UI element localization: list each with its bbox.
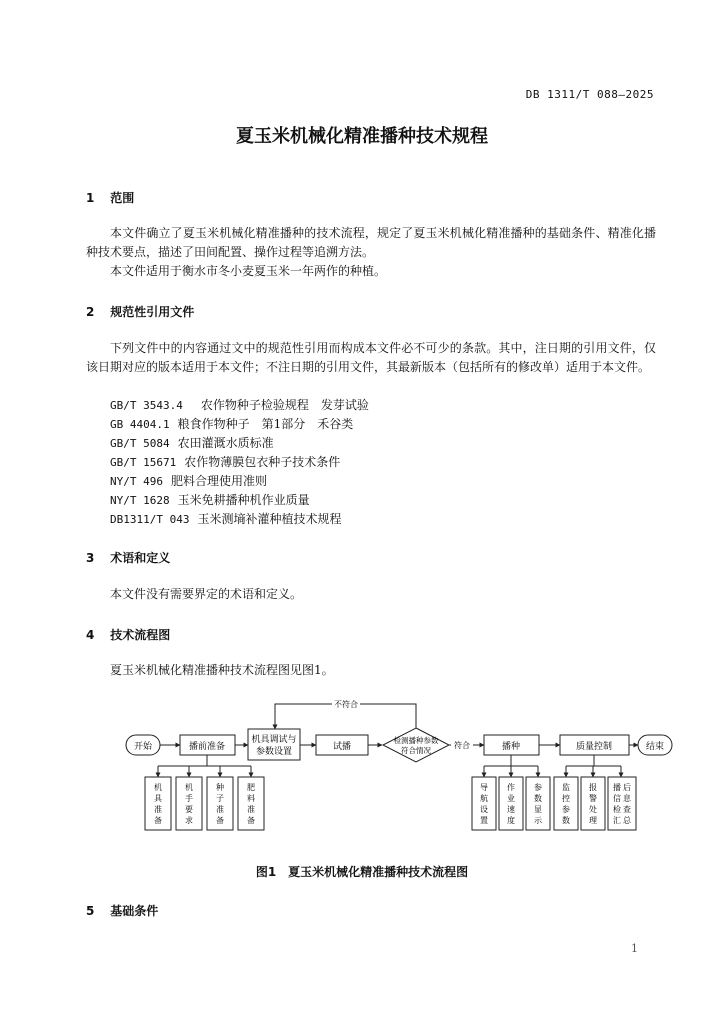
start-label: 开始 [133,742,153,752]
terms-paragraph: 本文件没有需要界定的术语和定义。 [110,587,303,601]
sub-char: 机 [154,783,162,792]
adjust-label-line2: 参数设置 [255,747,293,757]
reject-label: 不符合 [334,700,358,709]
end-label: 结束 [645,742,665,752]
section-heading-3 [86,549,170,566]
check-label-line1: 检测播种参数 [393,736,439,745]
sub-char: 总 [623,816,631,825]
reference-code: NY/T 496 [110,475,163,488]
trial-label: 试播 [332,742,352,752]
standard-number: DB 1311/T 088—2025 [525,88,654,101]
flow-intro: 夏玉米机械化精准播种技术流程图见图1。 [110,663,334,677]
sub-char: 种 [216,783,224,792]
sub-char: 导 [480,783,488,792]
figure-caption: 图1 夏玉米机械化精准播种技术流程图 [255,865,469,879]
sub-char: 查 [623,805,631,814]
document-title: 夏玉米机械化精准播种技术规程 [236,126,488,147]
sub-char: 检 [613,805,621,814]
reference-item [110,434,274,453]
sub-char: 具 [154,794,162,803]
sub-char: 作 [507,783,515,792]
section-title: 术语和定义 [110,551,171,565]
sub-char: 播 [613,783,621,792]
section-title: 规范性引用文件 [110,305,195,319]
sub-char: 准 [247,805,255,814]
sub-char: 要 [185,805,193,814]
sub-char: 肥 [247,783,255,792]
reference-item [110,396,369,415]
accept-label: 符合 [454,741,470,750]
sub-char: 准 [154,805,162,814]
sub-char: 数 [534,794,542,803]
reference-name: 农作物薄膜包衣种子技术条件 [184,455,341,469]
sow-label: 播种 [501,742,521,752]
sub-char: 备 [216,816,224,825]
prep-label: 播前准备 [188,742,226,752]
section-heading-1 [86,189,134,206]
reference-item [110,453,340,472]
section-number: 1 [86,191,95,205]
reference-code: DB1311/T 043 [110,513,190,526]
section-title: 基础条件 [110,904,159,918]
sub-char: 参 [534,783,542,792]
sub-char: 机 [185,783,193,792]
section-title: 范围 [110,191,135,205]
reference-item [110,415,353,434]
reference-name: 肥料合理使用准则 [170,474,267,488]
sub-char: 备 [247,816,255,825]
page-number: 1 [631,942,638,955]
sub-char: 控 [562,794,570,803]
section-number: 2 [86,305,95,319]
sub-char: 警 [589,794,597,803]
section-heading-4 [86,626,170,643]
sub-char: 度 [507,816,515,825]
sub-char: 汇 [613,816,621,825]
reference-code: GB/T 5084 [110,437,170,450]
sub-char: 置 [480,816,488,825]
reference-name: 粮食作物种子 第1部分 禾谷类 [177,417,354,431]
sub-char: 料 [247,794,255,803]
section-number: 4 [86,628,95,642]
reference-code: NY/T 1628 [110,494,170,507]
sub-char: 报 [589,783,597,792]
sub-char: 求 [185,816,193,825]
section-number: 5 [86,904,95,918]
sub-char: 备 [154,816,162,825]
flowchart [0,690,724,840]
reference-name: 玉米测墒补灌种植技术规程 [197,512,342,526]
reference-item [110,491,310,510]
sub-char: 速 [507,805,515,814]
sub-char: 处 [589,805,597,814]
sub-char: 信 [613,794,621,803]
scope-paragraph-2: 本文件适用于衡水市冬小麦夏玉米一年两作的种植。 [110,264,387,278]
sub-char: 数 [562,816,570,825]
scope-paragraph-1: 本文件确立了夏玉米机械化精准播种的技术流程，规定了夏玉米机械化精准播种的基础条件、精准化播种技术要点，描述了田间配置、操作过程等追溯方法。 [86,226,656,259]
sub-char: 理 [589,816,597,825]
section-number: 3 [86,551,95,565]
section-heading-5 [86,902,158,919]
reference-item [110,472,267,491]
adjust-label-line1: 机具调试与 [251,735,297,745]
sub-char: 示 [534,816,542,825]
section-title: 技术流程图 [110,628,171,642]
reference-code: GB/T 15671 [110,456,177,469]
reference-name: 玉米免耕播种机作业质量 [177,493,310,507]
check-decision-node [383,728,449,762]
normative-intro: 下列文件中的内容通过文中的规范性引用而构成本文件必不可少的条款。其中，注日期的引用文件，仅该日期对应的版本适用于本文件；不注日期的引用文件，其最新版本（包括所有的修改单）适用于本文件。 [86,341,656,374]
reference-code: GB 4404.1 [110,418,170,431]
sub-char: 航 [480,794,488,803]
sub-char: 子 [216,794,224,803]
check-label-line2: 符合情况 [401,746,431,755]
reference-item [110,510,342,529]
reference-name: 农作物种子检验规程 发芽试验 [200,398,369,412]
reference-name: 农田灌溉水质标准 [177,436,274,450]
sub-char: 参 [562,805,570,814]
sub-char: 手 [185,794,193,803]
reference-code: GB/T 3543.4 [110,399,183,412]
section-heading-2 [86,303,194,320]
sub-char: 业 [507,794,515,803]
sub-char: 设 [480,805,488,814]
sub-char: 息 [623,794,631,803]
sub-char: 后 [623,783,631,792]
sub-char: 监 [562,783,570,792]
sub-char: 显 [534,805,542,814]
qc-label: 质量控制 [575,742,613,752]
sub-char: 准 [216,805,224,814]
